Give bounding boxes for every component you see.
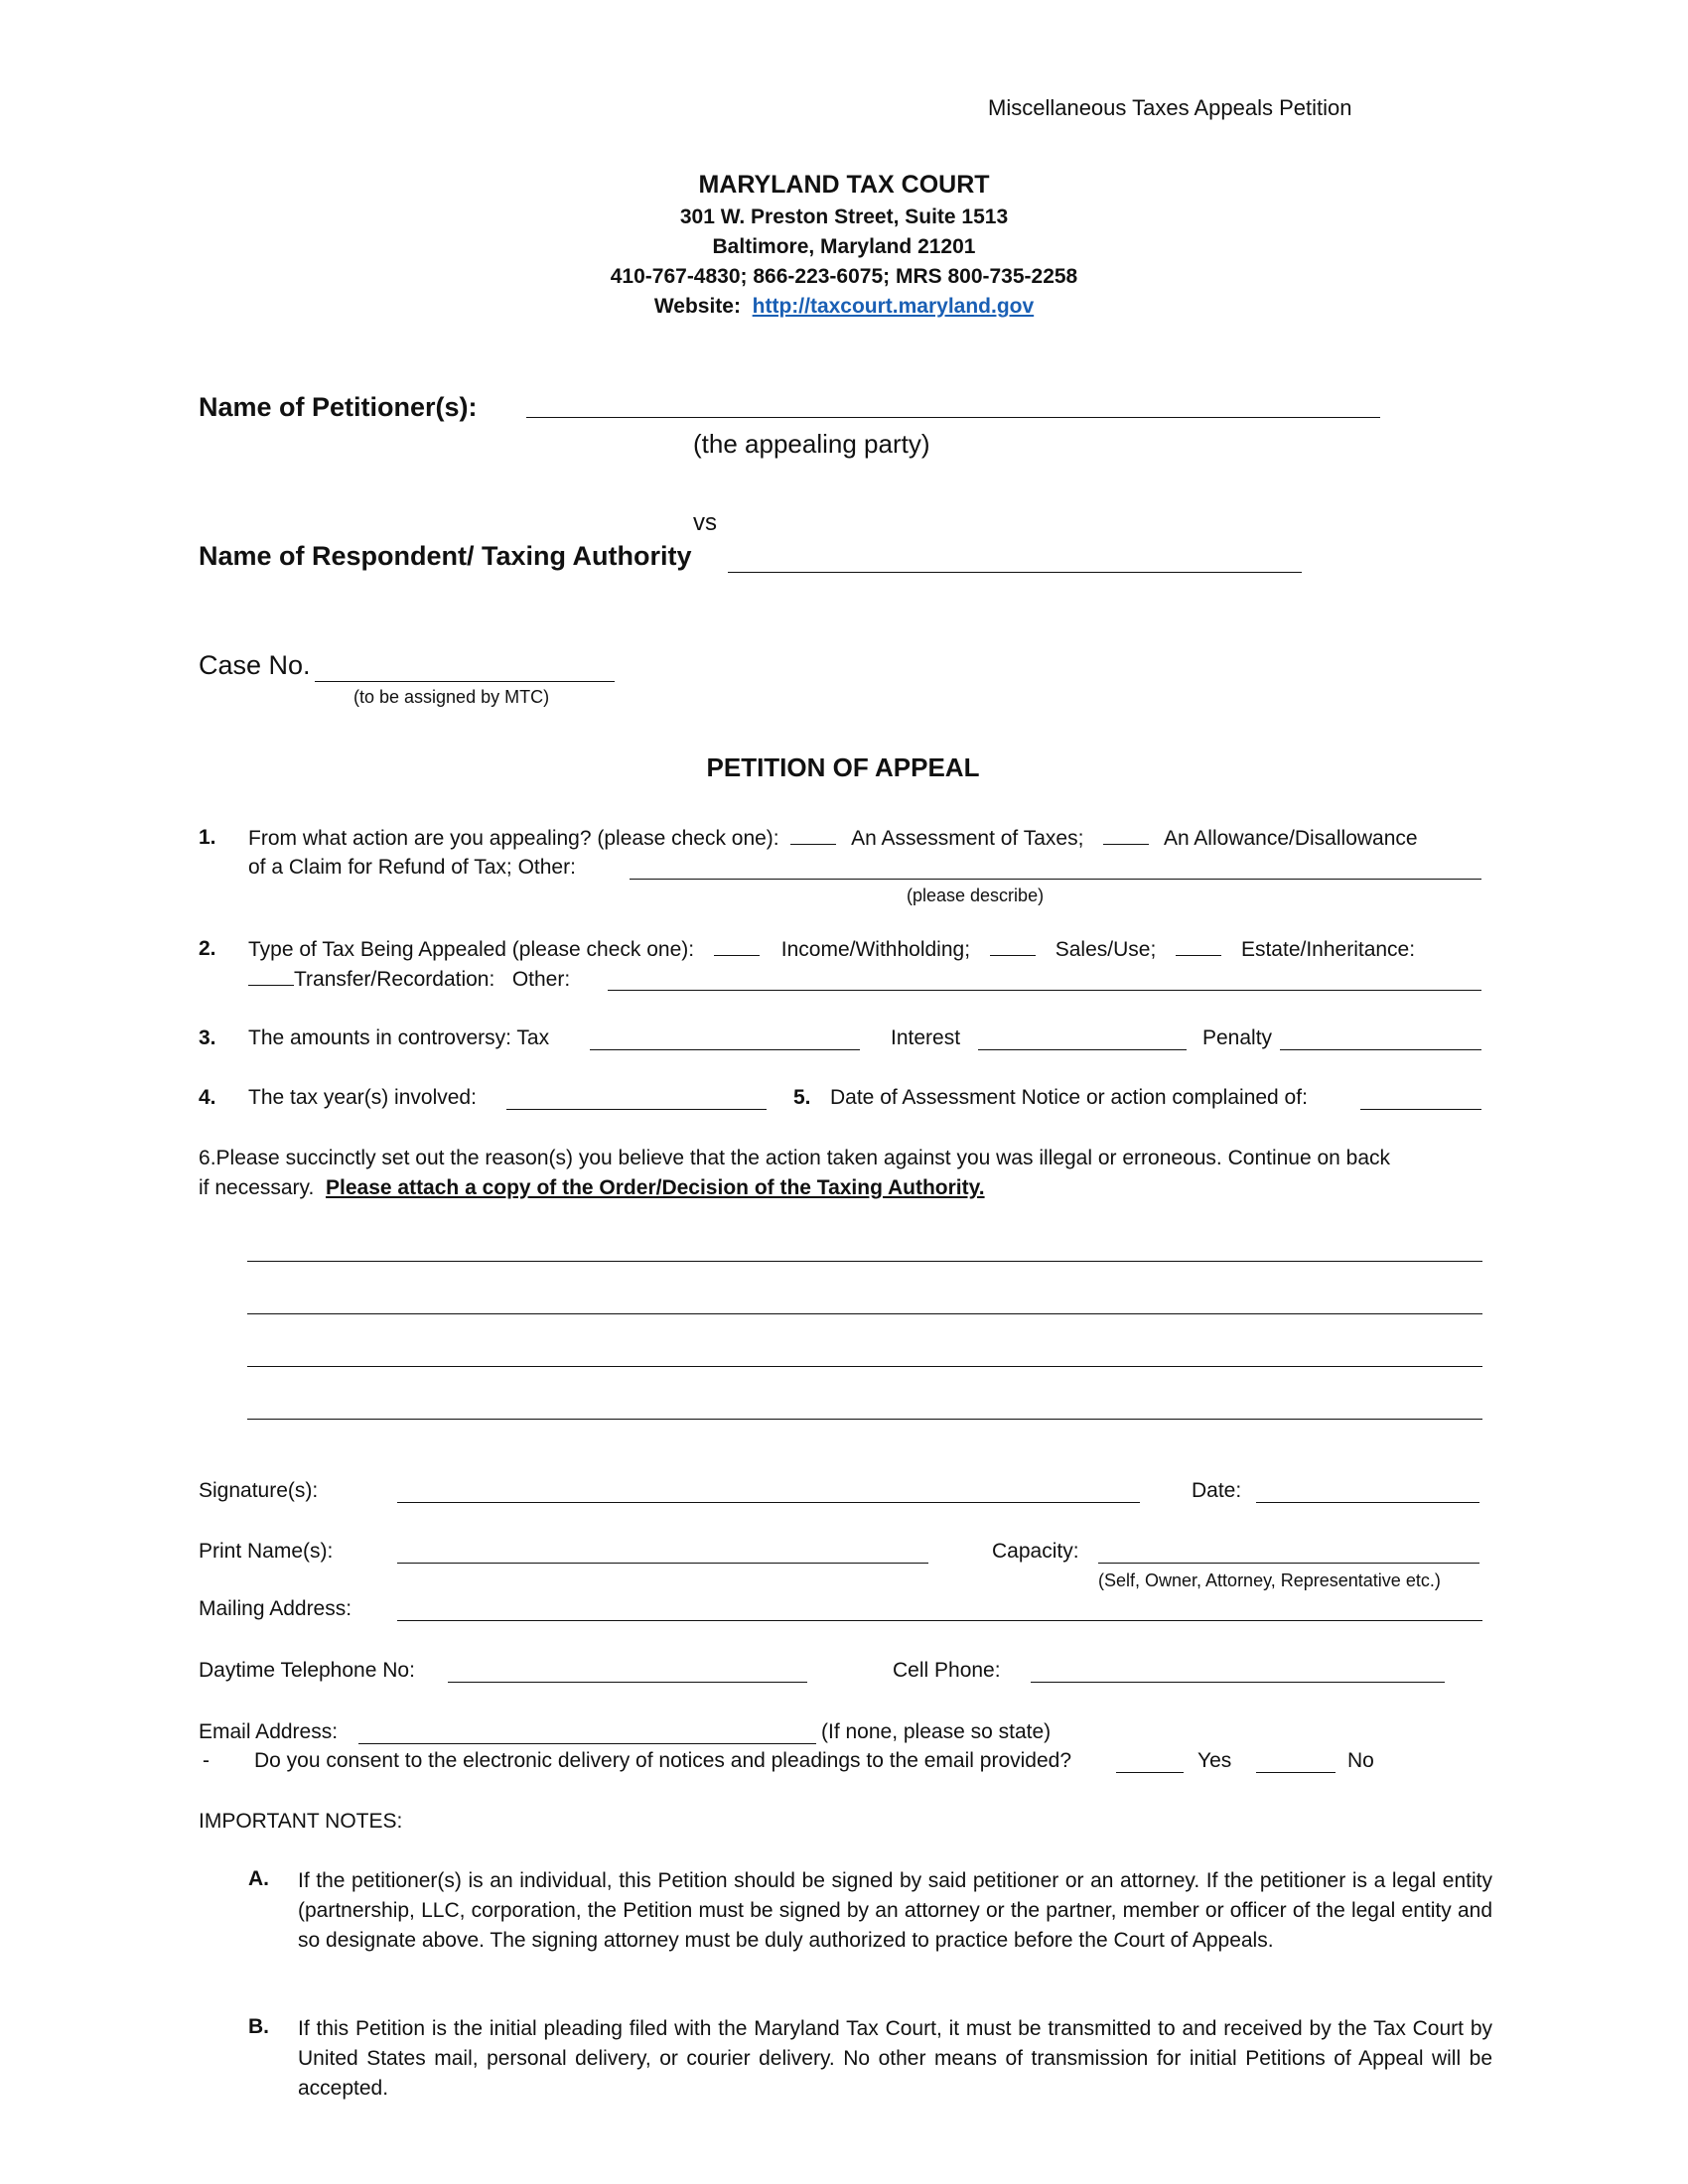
q1-assessment-label: An Assessment of Taxes; bbox=[851, 827, 1084, 850]
q5-prompt: Date of Assessment Notice or action complained of: bbox=[830, 1086, 1308, 1109]
signature-label: Signature(s): bbox=[199, 1479, 319, 1502]
q3-number: 3. bbox=[199, 1026, 216, 1049]
q3-penalty-label: Penalty bbox=[1202, 1026, 1273, 1049]
mailing-address-label: Mailing Address: bbox=[199, 1597, 352, 1620]
q1-refund-label: An Allowance/Disallowance bbox=[1163, 827, 1418, 850]
daytime-phone-label: Daytime Telephone No: bbox=[199, 1659, 415, 1682]
q5-number: 5. bbox=[793, 1086, 811, 1109]
q6-reason-line-3[interactable] bbox=[247, 1366, 1482, 1367]
court-address-line2: Baltimore, Maryland 21201 bbox=[712, 235, 976, 258]
note-b-label: B. bbox=[248, 2015, 269, 2038]
q2-other-label: Other: bbox=[511, 968, 571, 991]
consent-no-label: No bbox=[1347, 1749, 1374, 1772]
case-no-field[interactable] bbox=[315, 681, 615, 682]
email-label: Email Address: bbox=[199, 1720, 339, 1743]
q1-note: (please describe) bbox=[907, 886, 1045, 905]
consent-dash: - bbox=[203, 1749, 210, 1772]
q1-line2: of a Claim for Refund of Tax; Other: bbox=[248, 856, 576, 879]
q2-transfer-checkbox[interactable] bbox=[248, 967, 294, 986]
consent-yes-label: Yes bbox=[1197, 1749, 1232, 1772]
note-a-label: A. bbox=[248, 1867, 269, 1890]
note-b-text: If this Petition is the initial pleading filed with the Maryland Tax Court, it must be transmitted to and received by the Tax Court by United States mail, personal delivery, or courier delivery. No other means of transmission for initial Petitions of Appeal will be accepted. bbox=[298, 2017, 1492, 2100]
respondent-label: Name of Respondent/ Taxing Authority bbox=[199, 541, 692, 571]
petitioner-name-field[interactable] bbox=[526, 417, 1380, 418]
q4-number: 4. bbox=[199, 1086, 216, 1109]
q2-sales-checkbox[interactable] bbox=[990, 937, 1036, 956]
q3-prompt: The amounts in controversy: Tax bbox=[248, 1026, 550, 1049]
q6-text1: .Please succinctly set out the reason(s) you believe that the action taken against you was illegal or erroneous. Continue on back bbox=[210, 1147, 1391, 1169]
case-no-note: (to be assigned by MTC) bbox=[353, 687, 550, 707]
consent-yes-checkbox[interactable] bbox=[1116, 1772, 1184, 1773]
consent-text: Do you consent to the electronic delivery of notices and pleadings to the email provided? bbox=[254, 1749, 1071, 1772]
q1-prompt: From what action are you appealing? (please check one): bbox=[248, 827, 779, 850]
q2-estate-checkbox[interactable] bbox=[1176, 937, 1221, 956]
form-title: Miscellaneous Taxes Appeals Petition bbox=[988, 95, 1352, 120]
cell-phone-field[interactable] bbox=[1031, 1682, 1445, 1683]
court-name: MARYLAND TAX COURT bbox=[698, 171, 990, 199]
q6-line2 bbox=[199, 1176, 985, 1200]
q6-line1 bbox=[199, 1147, 1390, 1170]
q2-transfer-label: Transfer/Recordation: bbox=[294, 968, 495, 991]
q1-refund-checkbox[interactable] bbox=[1103, 826, 1149, 845]
email-note: (If none, please so state) bbox=[821, 1720, 1052, 1743]
q6-reason-line-4[interactable] bbox=[247, 1419, 1482, 1420]
q6-number: 6 bbox=[199, 1147, 211, 1169]
court-phones: 410-767-4830; 866-223-6075; MRS 800-735-2258 bbox=[610, 265, 1078, 288]
petitioner-label: Name of Petitioner(s): bbox=[199, 392, 478, 422]
q2-sales-label: Sales/Use; bbox=[1055, 938, 1157, 961]
q2-prompt: Type of Tax Being Appealed (please check one): bbox=[248, 938, 695, 961]
cell-phone-label: Cell Phone: bbox=[893, 1659, 1001, 1682]
court-address-line1: 301 W. Preston Street, Suite 1513 bbox=[679, 205, 1009, 228]
signature-field[interactable] bbox=[397, 1502, 1140, 1503]
q1-other-field[interactable] bbox=[630, 879, 1481, 880]
q3-interest-field[interactable] bbox=[978, 1049, 1187, 1050]
consent-no-checkbox[interactable] bbox=[1256, 1772, 1336, 1773]
q1-row1 bbox=[248, 826, 1418, 851]
q4-prompt: The tax year(s) involved: bbox=[248, 1086, 477, 1109]
q3-penalty-field[interactable] bbox=[1280, 1049, 1481, 1050]
print-name-field[interactable] bbox=[397, 1563, 928, 1564]
daytime-phone-field[interactable] bbox=[448, 1682, 807, 1683]
petition-title: PETITION OF APPEAL bbox=[706, 752, 980, 782]
q2-income-label: Income/Withholding; bbox=[780, 938, 971, 961]
capacity-label: Capacity: bbox=[992, 1540, 1079, 1563]
date-label: Date: bbox=[1192, 1479, 1242, 1502]
q3-tax-field[interactable] bbox=[590, 1049, 860, 1050]
respondent-name-field[interactable] bbox=[728, 572, 1302, 573]
capacity-note: (Self, Owner, Attorney, Representative etc.) bbox=[1098, 1570, 1441, 1590]
q6-attach-instruction: Please attach a copy of the Order/Decision of the Taxing Authority. bbox=[326, 1176, 985, 1199]
date-field[interactable] bbox=[1256, 1502, 1479, 1503]
q2-income-checkbox[interactable] bbox=[714, 937, 760, 956]
notes-heading: IMPORTANT NOTES: bbox=[199, 1810, 403, 1833]
q2-other-field[interactable] bbox=[608, 990, 1481, 991]
vs-text: vs bbox=[693, 509, 717, 536]
note-a-text: If the petitioner(s) is an individual, this Petition should be signed by said petitioner or an attorney. If the petitioner is a legal entity (partnership, LLC, corporation, the Petition must be signed by an attorney or the partner, member or officer of the legal entity and so designate above. The signing attorney must be duly authorized to practice before the Court of Appeals. bbox=[298, 1869, 1492, 1952]
court-website bbox=[0, 295, 1688, 319]
q6-text2: if necessary. bbox=[199, 1176, 315, 1199]
q1-number: 1. bbox=[199, 826, 216, 849]
website-label: Website: bbox=[653, 295, 741, 318]
q6-reason-line-2[interactable] bbox=[247, 1313, 1482, 1314]
website-link[interactable]: http://taxcourt.maryland.gov bbox=[752, 295, 1035, 318]
q3-interest-label: Interest bbox=[891, 1026, 961, 1049]
q5-date-field[interactable] bbox=[1360, 1109, 1481, 1110]
capacity-field[interactable] bbox=[1098, 1563, 1479, 1564]
mailing-address-field[interactable] bbox=[397, 1620, 1482, 1621]
q2-number: 2. bbox=[199, 937, 216, 960]
q2-row1 bbox=[248, 937, 1415, 962]
q2-estate-label: Estate/Inheritance: bbox=[1240, 938, 1416, 961]
case-no-label: Case No. bbox=[199, 650, 311, 680]
q1-assessment-checkbox[interactable] bbox=[790, 826, 836, 845]
q4-tax-year-field[interactable] bbox=[506, 1109, 767, 1110]
petitioner-note: (the appealing party) bbox=[693, 429, 930, 459]
q6-reason-line-1[interactable] bbox=[247, 1261, 1482, 1262]
print-name-label: Print Name(s): bbox=[199, 1540, 334, 1563]
q2-row2 bbox=[248, 967, 570, 992]
email-field[interactable] bbox=[358, 1743, 816, 1744]
